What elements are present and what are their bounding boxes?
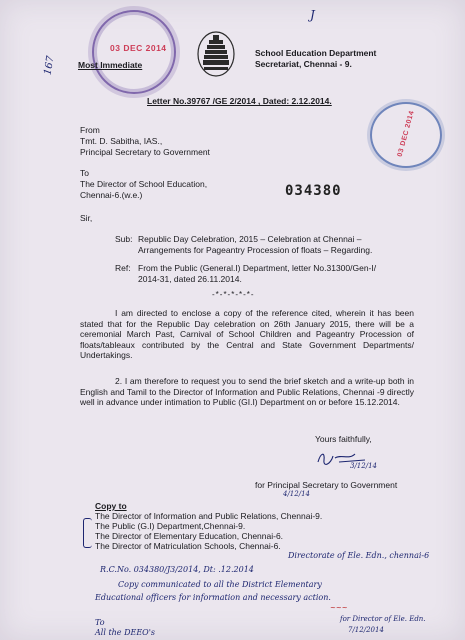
to-label: To <box>80 168 89 178</box>
salutation: Sir, <box>80 213 93 223</box>
department-name: School Education Department <box>255 48 377 58</box>
body-paragraph-2: 2. I am therefore to request you to send the brief sketch and a write-up both in English and Tamil to the Director of Information and Public Relations, Chennai -9 directly well in advance under intimation to Public (GI.I) Department on or before 15.12.2014. <box>80 376 414 408</box>
handwritten-signature: ~~~ <box>330 604 348 612</box>
from-label: From <box>80 125 100 135</box>
reference-line-1: From the Public (General.I) Department, letter No.31300/Gen-I/ <box>138 263 377 273</box>
to-line-1: The Director of School Education, <box>80 179 208 189</box>
copy-to-line: The Director of Information and Public Relations, Chennai-9. <box>95 511 323 521</box>
received-stamp-date: 03 DEC 2014 <box>110 43 167 53</box>
from-name: Tmt. D. Sabitha, IAS., <box>80 136 163 146</box>
priority-label: Most Immediate <box>78 60 143 70</box>
subject-label: Sub: <box>115 234 133 244</box>
copy-to-line: The Director of Elementary Education, Chennai-6. <box>95 531 284 541</box>
secretariat-address: Secretariat, Chennai - 9. <box>255 59 352 69</box>
handwritten-for-director: for Director of Ele. Edn. <box>340 615 426 623</box>
handwritten-line-2: Educational officers for information and necessary action. <box>95 593 331 602</box>
letter-reference: Letter No.39767 /GE 2/2014 , Dated: 2.12.2014. <box>147 96 332 106</box>
margin-number: 167 <box>42 55 57 76</box>
corner-mark: J <box>310 8 315 22</box>
subject-line-2: Arrangements for Pageantry Procession of floats – Regarding. <box>138 245 373 255</box>
yours-faithfully: Yours faithfully, <box>315 434 372 444</box>
handwritten-all-deeos: All the DEEO's <box>95 628 156 637</box>
for-principal-secretary: for Principal Secretary to Government <box>255 480 398 490</box>
state-emblem-icon <box>196 30 236 78</box>
inward-number-stamp: 034380 <box>285 183 342 199</box>
copy-to-line: The Director of Matriculation Schools, Chennai-6. <box>95 541 281 551</box>
handwritten-rc-number: R.C.No. 034380/J3/2014, Dt: .12.2014 <box>100 565 254 574</box>
body-paragraph-1: I am directed to enclose a copy of the reference cited, wherein it has been stated that for the Republic Day celebration on 26th January 2015, there will be a ceremonial March Past, Carnival of School Children and Pageantry Procession of floats/tableaux contributed by the Central and State Government Departments/ Undertakings. <box>80 308 414 361</box>
separator: -*-*-*-*-*- <box>212 290 255 299</box>
subject-line-1: Republic Day Celebration, 2015 – Celebration at Chennai – <box>138 234 362 244</box>
handwritten-office: Directorate of Ele. Edn., chennai-6 <box>288 551 430 560</box>
reference-label: Ref: <box>115 263 131 273</box>
department-stamp-date: 03 DEC 2014 <box>396 109 416 158</box>
from-designation: Principal Secretary to Government <box>80 147 210 157</box>
handwritten-line-1: Copy communicated to all the District Elementary <box>118 580 322 589</box>
reference-line-2: 2014-31, dated 26.11.2014. <box>138 274 242 284</box>
copy-to-line: The Public (G.I) Department,Chennai-9. <box>95 521 246 531</box>
bracket-mark <box>83 518 92 548</box>
signature-date: 3/12/14 <box>350 462 377 470</box>
handwritten-to: To <box>95 618 105 627</box>
initials-date: 4/12/14 <box>283 490 310 498</box>
copy-to-heading: Copy to <box>95 501 127 511</box>
to-line-2: Chennai-6.(w.e.) <box>80 190 143 200</box>
handwritten-date: 7/12/2014 <box>348 626 384 634</box>
